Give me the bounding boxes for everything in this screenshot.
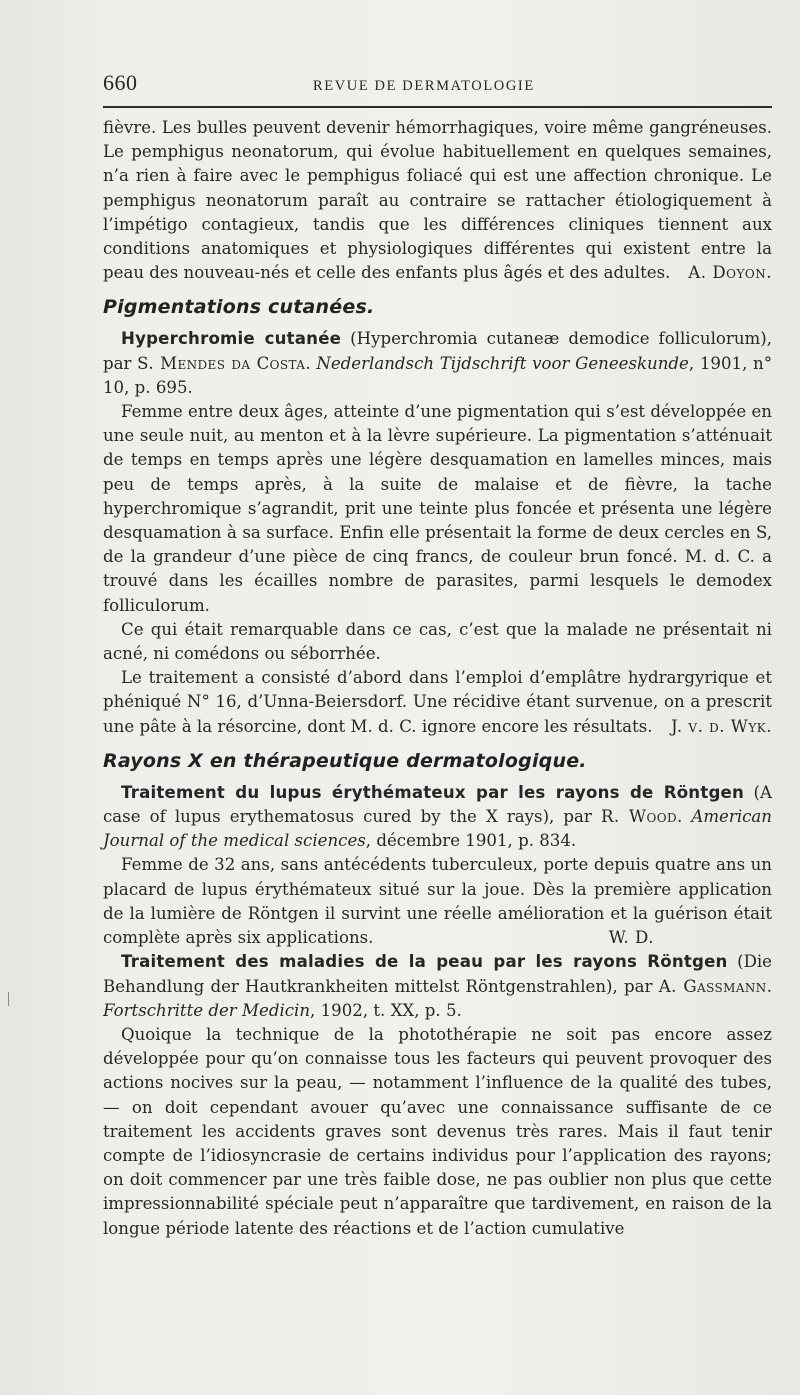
margin-mark xyxy=(8,992,9,1006)
body-paragraph: Le traitement a consisté d’abord dans l’emploi d’emplâtre hydrargyrique et phéniqué N° 16, d’Unna-Beiersdorf. Une récidive étant survenue, on a prescrit une pâte à la résorcine, dont M. d. C. ignore encore les résultats. J. v. d. Wyk. xyxy=(103,666,772,739)
page-number: 660 xyxy=(103,70,138,95)
body-paragraph: Femme entre deux âges, atteinte d’une pigmentation qui s’est développée en une seule nuit, au menton et à la lèvre supérieure. La pigmentation s’atténuait de temps en temps après une légère desquamation en lamelles minces, mais peu de temps après, à la suite de malaise et de fièvre, la tache hyperchromique s’agrandit, prit une teinte plus foncée et présenta une légère desquamation à sa surface. Enfin elle présentait la forme de deux cercles en S, de la grandeur d’une pièce de cinq francs, de couleur brun foncé. M. d. C. a trouvé dans les écailles nombre de parasites, parmi lesquels le demodex folliculorum. xyxy=(103,402,772,615)
body-paragraph: Femme de 32 ans, sans antécédents tuberculeux, porte depuis quatre ans un placard de lupus érythémateux situé sur la joue. Dès la première application de la lumière de Röntgen il survint une réelle amélioration et la guérison était complète après six applications. W. D. xyxy=(103,853,772,950)
entry-author: A. Gassmann xyxy=(658,976,767,996)
header-rule xyxy=(103,106,772,108)
running-title: REVUE DE DERMATOLOGIE xyxy=(313,78,535,94)
entry-title: Traitement des maladies de la peau par les rayons Röntgen xyxy=(121,952,728,972)
signature: W. D. xyxy=(608,928,654,948)
bibliographic-entry: Hyperchromie cutanée (Hyperchromia cutaneæ demodice folliculorum), par S. Mendes da Costa. Nederlandsch Tijdschrift voor Geneeskunde, 1901, n° 10, p. 695. xyxy=(103,329,773,397)
entry-journal: Nederlandsch Tijdschrift voor Geneeskunde xyxy=(316,353,689,373)
continued-text: fièvre. Les bulles peuvent devenir hémorrhagiques, voire même gangréneuses. Le pemphigus neonatorum, qui évolue habituellement en quelques semaines, n’a rien à faire avec le pemphigus foliacé qui est une affection chronique. Le pemphigus neonatorum paraît au contraire se rattacher étiologiquement à l’impétigo contagieux, tandis que les différences cliniques tiennent aux conditions anatomiques et physiologiques différentes qui existent entre la peau des nouveau-nés et celle des enfants plus âgés et des adultes. xyxy=(103,118,772,283)
continued-paragraph xyxy=(103,116,772,285)
section-heading: Pigmentations cutanées. xyxy=(103,296,375,319)
section-heading: Rayons X en thérapeutique dermatologique. xyxy=(103,749,587,772)
signature: J. v. d. Wyk. xyxy=(670,716,772,736)
entry-author: R. Wood xyxy=(600,807,677,827)
entry-ref: (Hyperchromia cutaneæ demodice folliculorum), par xyxy=(103,329,772,373)
body-paragraph: Ce qui était remarquable dans ce cas, c’est que la malade ne présentait ni acné, ni comédons ou séborrhée. xyxy=(103,619,772,664)
bibliographic-entry: Traitement du lupus érythémateux par les rayons de Röntgen (A case of lupus erythematosus cured by the X rays), par R. Wood. American Journal of the medical sciences, décembre 1901, p. 834. xyxy=(103,782,773,851)
signature: A. Doyon. xyxy=(688,263,772,283)
entry-ref: (A case of lupus erythematosus cured by the X rays), par xyxy=(103,782,773,827)
running-head xyxy=(103,70,772,96)
entry-author: S. Mendes da Costa xyxy=(137,353,306,373)
bibliographic-entry: Traitement des maladies de la peau par les rayons Röntgen (Die Behandlung der Hautkrankheiten mittelst Röntgenstrahlen), par A. Gassmann. Fortschritte der Medicin, 1902, t. XX, p. 5. xyxy=(103,952,772,1020)
entry-journal: American Journal of the medical sciences xyxy=(103,807,772,851)
entry-ref: (Die Behandlung der Hautkrankheiten mittelst Röntgenstrahlen), par xyxy=(103,952,772,996)
entry-journal: Fortschritte der Medicin xyxy=(103,1000,311,1020)
body-paragraph: Quoique la technique de la photothérapie ne soit pas encore assez développée pour qu’on connaisse tous les facteurs qui peuvent provoquer des actions nocives sur la peau, — notamment l’influence de la qualité des tubes, — on doit cependant avouer qu’avec une connaissance suffisante de ce traitement les accidents graves sont devenus très rares. Mais il faut tenir compte de l’idiosyncrasie de certains individus pour l’application des rayons; on doit commencer par une très faible dose, ne pas oublier non plus que cette impressionnabilité spéciale peut n’apparaître que tardivement, en raison de la longue période latente des réactions et de l’action cumulative xyxy=(103,1024,772,1238)
entry-title: Hyperchromie cutanée xyxy=(121,329,342,349)
entry-title: Traitement du lupus érythémateux par les rayons de Röntgen xyxy=(121,782,745,802)
